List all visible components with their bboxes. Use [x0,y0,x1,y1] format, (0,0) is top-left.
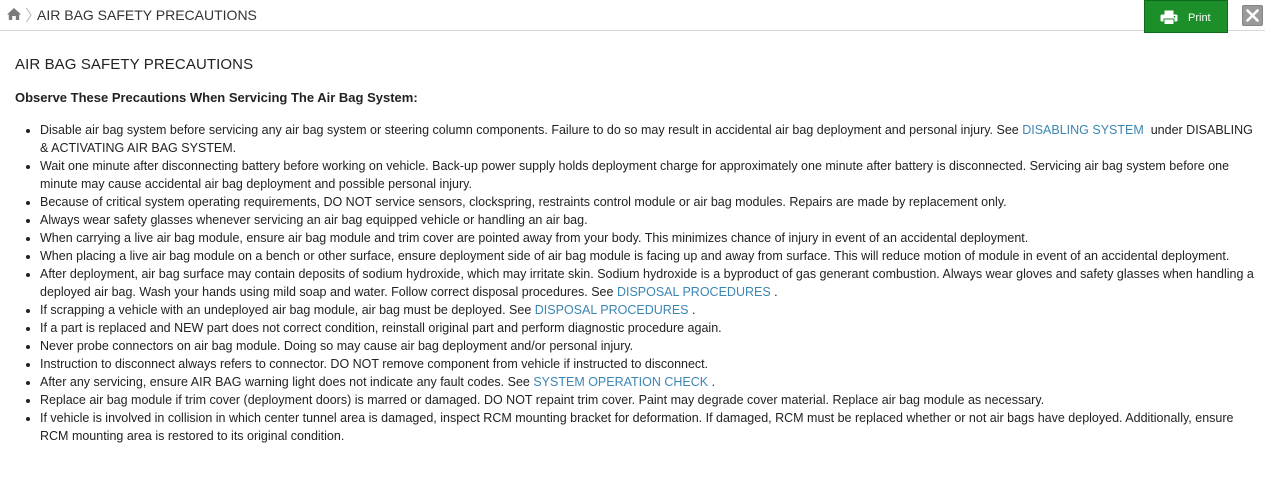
top-bar [0,0,1265,31]
breadcrumb-title[interactable]: AIR BAG SAFETY PRECAUTIONS [37,7,257,23]
list-item [40,193,1255,211]
list-item [40,409,1255,445]
item-text: Wait one minute after disconnecting battery before working on vehicle. Back-up power supply holds deployment charge for approximately one minute after battery is disconnected. Servicing air bag system before one minute may cause accidental air bag deployment and possible personal injury. [40,159,1230,191]
list-item [40,157,1255,193]
item-text-after: . [708,375,716,389]
list-item [40,247,1255,265]
close-icon [1246,9,1259,22]
print-button[interactable] [1144,0,1228,33]
item-text-after: under DISABLING & ACTIVATING AIR BAG SYSTEM. [40,123,1257,155]
list-item [40,301,1255,319]
item-text: If scrapping a vehicle with an undeployed air bag module, air bag must be deployed. See [40,303,535,317]
item-text: If a part is replaced and NEW part does not correct condition, reinstall original part and perform diagnostic procedure again. [40,321,722,335]
printer-icon [1160,10,1178,25]
item-text: After deployment, air bag surface may contain deposits of sodium hydroxide, which may irritate skin. Sodium hydroxide is a byproduct of gas generant combustion. Always wear gloves and safety glasses when handling a deployed air bag. Wash your hands using mild soap and water. Follow correct disposal procedures. See [40,267,1254,299]
item-text: When placing a live air bag module on a bench or other surface, ensure deployment side of air bag module is facing up and away from surface. This will reduce motion of module in event of an accidental deployment. [40,249,1230,263]
item-text: Instruction to disconnect always refers to connector. DO NOT remove component from vehicle if instructed to disconnect. [40,357,709,371]
list-item [40,391,1255,409]
page-title: AIR BAG SAFETY PRECAUTIONS [15,56,254,73]
reference-link[interactable]: DISABLING SYSTEM [1022,123,1144,137]
item-text: When carrying a live air bag module, ensure air bag module and trim cover are pointed away from your body. This minimizes chance of injury in event of an accidental deployment. [40,231,1029,245]
item-text: Because of critical system operating requirements, DO NOT service sensors, clockspring, restraints control module or air bag modules. Repairs are made by replacement only. [40,195,1007,209]
item-text: Disable air bag system before servicing any air bag system or steering column components. Failure to do so may result in accidental air bag deployment and personal injury. See [40,123,1023,137]
chevron-right-icon [25,6,33,24]
print-label: Print [1188,12,1211,24]
list-item [40,229,1255,247]
section-subtitle: Observe These Precautions When Servicing The Air Bag System: [15,90,418,105]
list-item [40,337,1255,355]
close-button[interactable] [1242,5,1263,26]
reference-link[interactable]: SYSTEM OPERATION CHECK [533,375,709,389]
home-icon[interactable] [6,7,22,21]
reference-link[interactable]: DISPOSAL PROCEDURES [616,285,771,299]
list-item [40,121,1255,157]
list-item [40,355,1255,373]
reference-link[interactable]: DISPOSAL PROCEDURES [534,303,689,317]
item-text: Never probe connectors on air bag module. Doing so may cause air bag deployment and/or personal injury. [40,339,634,353]
list-item [40,319,1255,337]
list-item [40,211,1255,229]
list-item [40,265,1255,301]
precautions-list [15,121,1255,445]
item-text: If vehicle is involved in collision in which center tunnel area is damaged, inspect RCM mounting bracket for deformation. If damaged, RCM must be replaced whether or not air bags have deployed. Additionally, ensure RCM mounting area is restored to its original condition. [40,411,1234,443]
list-item [40,373,1255,391]
item-text-after: . [770,285,778,299]
item-text-after: . [688,303,696,317]
item-text: Replace air bag module if trim cover (deployment doors) is marred or damaged. DO NOT repaint trim cover. Paint may degrade cover material. Replace air bag module as necessary. [40,393,1045,407]
item-text: Always wear safety glasses whenever servicing an air bag equipped vehicle or handling an air bag. [40,213,588,227]
document-content [15,56,1255,445]
item-text: After any servicing, ensure AIR BAG warning light does not indicate any fault codes. See [40,375,534,389]
